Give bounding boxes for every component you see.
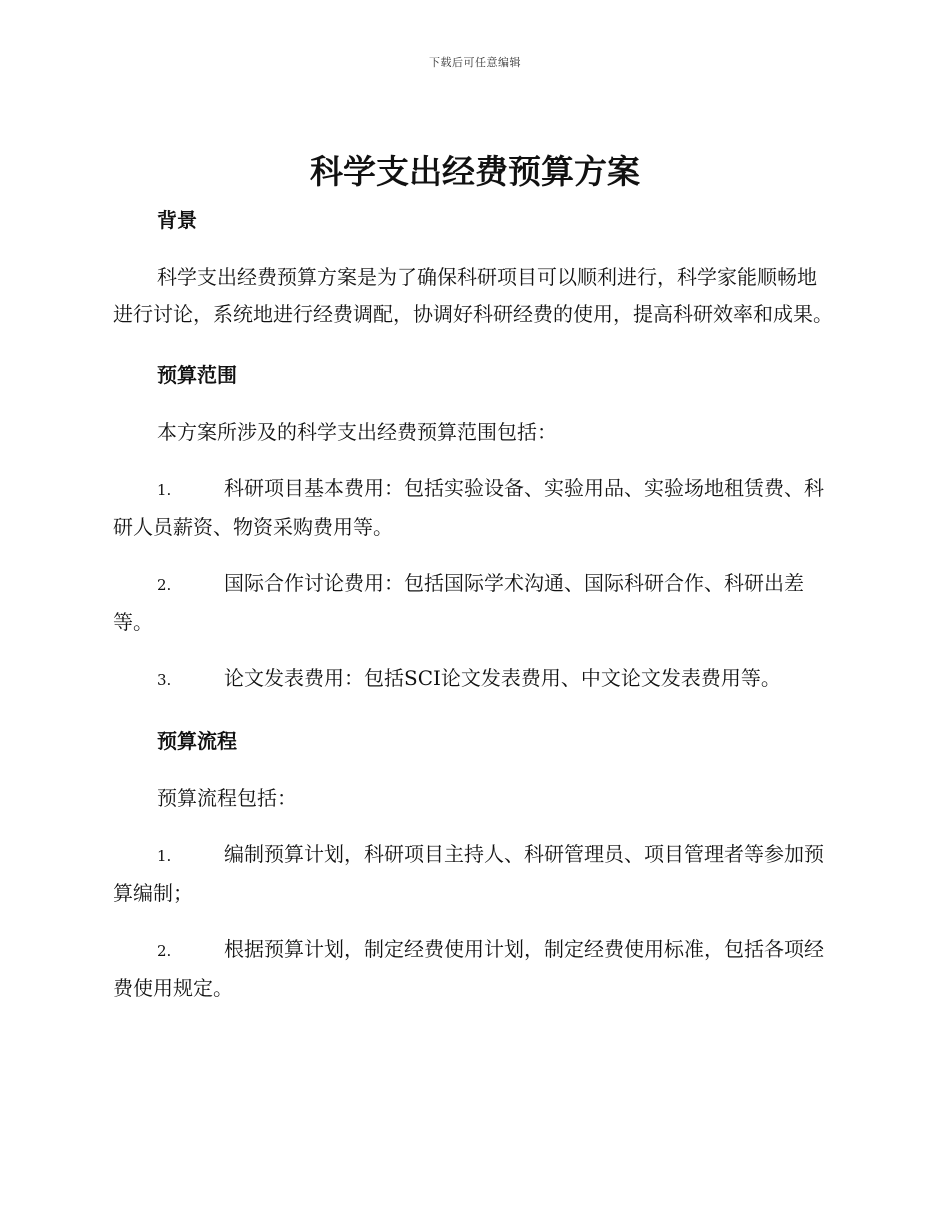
list-number: 1. [157, 481, 172, 499]
header-note: 下载后可任意编辑 [429, 56, 521, 69]
list-number: 3. [157, 671, 172, 689]
list-item [113, 931, 833, 1007]
document-title: 科学支出经费预算方案 [310, 152, 640, 191]
list-item [113, 470, 833, 546]
paragraph-background: 科学支出经费预算方案是为了确保科研项目可以顺利进行，科学家能顺畅地进行讨论，系统地进行经费调配，协调好科研经费的使用，提高科研效率和成果。 [113, 265, 833, 326]
paragraph-process-intro: 预算流程包括： [157, 786, 297, 810]
list-item-text: 论文发表费用：包括SCI论文发表费用、中文论文发表费用等。 [224, 666, 781, 690]
list-number: 2. [157, 942, 172, 960]
list-item-text: 科研项目基本费用：包括实验设备、实验用品、实验场地租赁费、科研人员薪资、物资采购费用等。 [113, 476, 824, 539]
list-item-text: 编制预算计划，科研项目主持人、科研管理员、项目管理者等参加预算编制； [113, 842, 824, 905]
heading-scope: 预算范围 [157, 363, 237, 387]
paragraph-scope-intro: 本方案所涉及的科学支出经费预算范围包括： [157, 420, 557, 444]
list-item-text: 根据预算计划，制定经费使用计划，制定经费使用标准，包括各项经费使用规定。 [113, 937, 824, 1000]
list-item [113, 660, 833, 699]
heading-process: 预算流程 [157, 729, 237, 753]
list-number: 2. [157, 576, 172, 594]
list-item-text: 国际合作讨论费用：包括国际学术沟通、国际科研合作、科研出差等。 [113, 571, 804, 634]
heading-background: 背景 [157, 208, 197, 232]
list-number: 1. [157, 847, 172, 865]
list-item [113, 836, 833, 912]
list-item [113, 565, 833, 641]
document-body [113, 200, 833, 1007]
